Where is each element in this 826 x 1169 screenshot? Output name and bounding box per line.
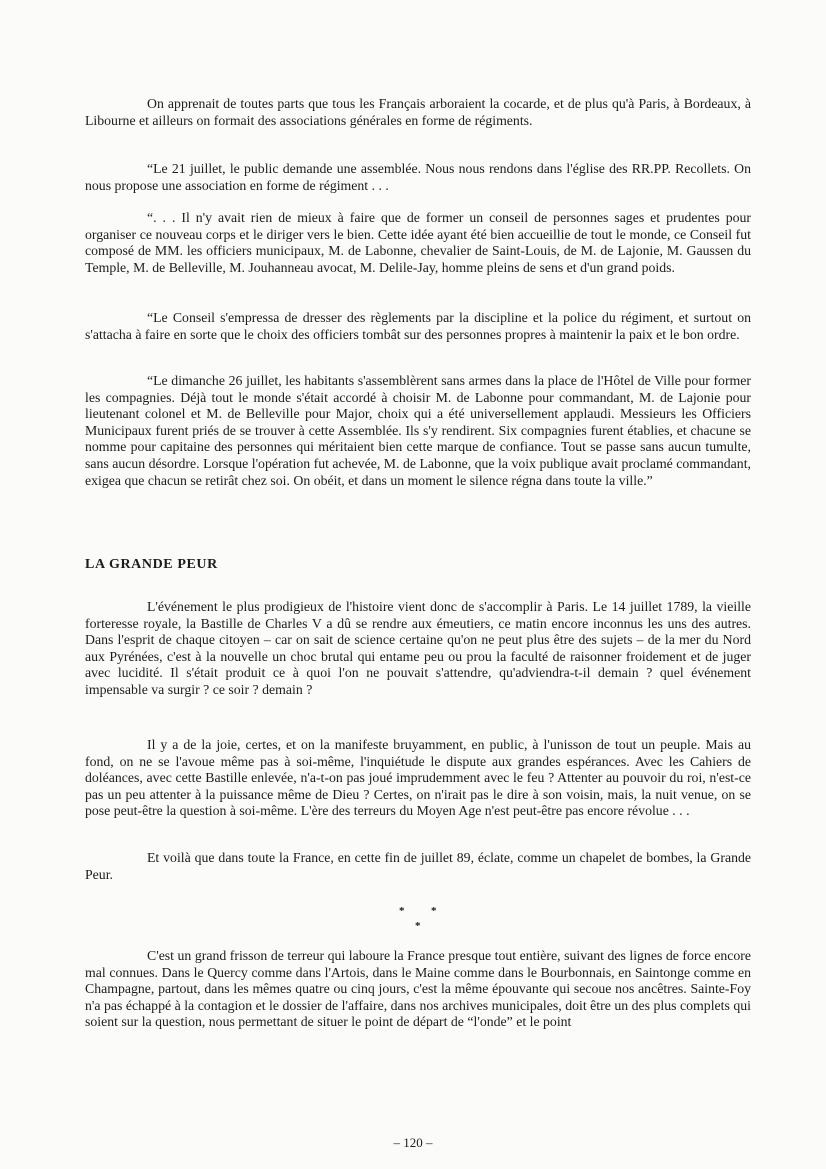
paragraph-cocarde: On apprenait de toutes parts que tous les Français arboraient la cocarde, et de plus qu'à Paris, à Bordeaux, à Libourne et ailleurs on formait des associations générales en forme de régiments. xyxy=(85,96,751,128)
paragraph-evenement: L'événement le plus prodigieux de l'histoire vient donc de s'accomplir à Paris. Le 14 juillet 1789, la vieille forteresse royale, la Bastille de Charles V a dû se rendre aux émeutiers, ce matin encore inconnus les uns des autres. Dans l'esprit de chaque citoyen – car on sait de science certaine qu'on ne peut plus être des sujets – de la mer du Nord aux Pyrénées, c'est à la nouvelle un choc brutal qui entame peu ou prou la faculté de raisonner froidement et de juger avec lucidité. Il s'était produit ce à quoi l'on ne pouvait s'attendre, qu'adviendra-t-il demain ? quel événement impensable va surgir ? ce soir ? demain ? xyxy=(85,599,751,697)
paragraph-frisson: C'est un grand frisson de terreur qui laboure la France presque tout entière, suivant des lignes de force encore mal connues. Dans le Quercy comme dans l'Artois, dans le Maine comme dans le Bourbonnais, en Saintonge comme en Champagne, partout, dans les mêmes quatre ou cinq jours, c'est la même épouvante qui secoue nos ancêtres. Sainte-Foy n'a pas échappé à la contagion et le dossier de l'affaire, dans nos archives municipales, doit être un des plus complets qui soient sur la question, nous permettant de situer le point de départ de “l'onde” et le point xyxy=(85,948,751,1030)
section-separator xyxy=(0,905,826,945)
paragraph-dimanche: “Le dimanche 26 juillet, les habitants s'assemblèrent sans armes dans la place de l'Hôtel de Ville pour former les compagnies. Déjà tout le monde s'était accordé à choisir M. de Labonne pour commandant, M. de Lajonie pour lieutenant colonel et M. de Belleville pour Major, choix qui a été universellement applaudi. Messieurs les Officiers Municipaux furent priés de se trouver à cette Assemblée. Ils s'y rendirent. Six compagnies furent établies, et chacune se nomme pour capitaine des personnes qui méritaient bien cette marque de confiance. Tout se passe sans aucun tumulte, sans aucun désordre. Lorsque l'opération fut achevée, M. de Labonne, que la voix publique avait proclamé commandant, exigea que chacun se retirât chez soi. On obéit, et dans un moment le silence régna dans toute la ville.” xyxy=(85,373,751,488)
paragraph-assemblee: “Le 21 juillet, le public demande une assemblée. Nous nous rendons dans l'église des RR.PP. Recollets. On nous propose une association en forme de régiment . . . xyxy=(85,161,751,193)
page-number: – 120 – xyxy=(393,1135,433,1150)
paragraph-reglements: “Le Conseil s'empressa de dresser des règlements par la discipline et la police du régiment, et surtout on s'attacha à faire en sorte que le choix des officiers tombât sur des personnes propres à maintenir la paix et le bon ordre. xyxy=(85,310,751,342)
paragraph-conseil: “. . . Il n'y avait rien de mieux à faire que de former un conseil de personnes sages et prudentes pour organiser ce nouveau corps et le diriger vers le bien. Cette idée ayant été bien accueillie de tout le monde, ce Conseil fut composé de MM. les officiers municipaux, M. de Labonne, chevalier de Saint-Louis, de M. de Lajonie, M. Gaussen du Temple, M. de Belleville, M. Jouhanneau avocat, M. Delile-Jay, homme pleins de sens et d'un grand poids. xyxy=(85,210,751,275)
separator-star: * xyxy=(431,905,437,917)
separator-star: * xyxy=(399,905,405,917)
section-title: LA GRANDE PEUR xyxy=(85,557,218,572)
paragraph-joie: Il y a de la joie, certes, et on la manifeste bruyamment, en public, à l'unisson de tout un peuple. Mais au fond, on ne se l'avoue même pas à soi-même, l'inquiétude le dispute aux grandes espérances. Avec les Cahiers de doléances, avec cette Bastille enlevée, n'a-t-on pas joué imprudemment avec le feu ? Attenter au pouvoir du roi, n'est-ce pas un peu attenter à la puissance même de Dieu ? Certes, on n'irait pas le dire à son voisin, mais, la nuit venue, on se pose peut-être la question à soi-même. L'ère des terreurs du Moyen Age n'est peut-être pas encore révolue . . . xyxy=(85,737,751,819)
paragraph-grande-peur: Et voilà que dans toute la France, en cette fin de juillet 89, éclate, comme un chapelet de bombes, la Grande Peur. xyxy=(85,850,751,882)
separator-star: * xyxy=(415,920,421,932)
